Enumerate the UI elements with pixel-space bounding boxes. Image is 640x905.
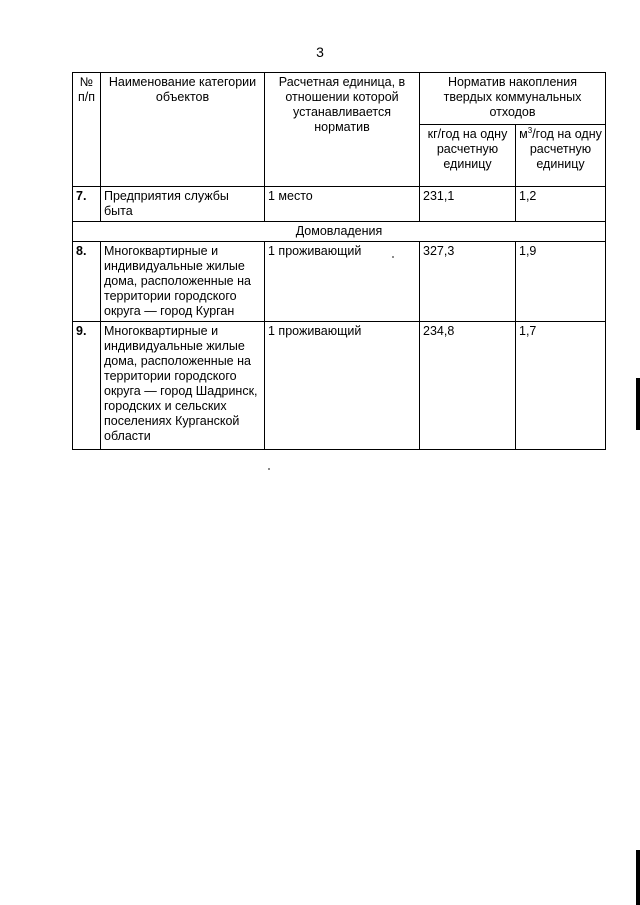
section-row bbox=[73, 222, 606, 242]
header-kg: кг/год на одну расчетную единицу bbox=[420, 125, 516, 187]
scan-speck bbox=[268, 468, 270, 470]
row-m3-value: 1,7 bbox=[516, 322, 606, 450]
row-num: 9. bbox=[73, 322, 101, 450]
scan-edge-mark bbox=[636, 850, 640, 905]
header-m3 bbox=[516, 125, 606, 187]
norms-table bbox=[72, 72, 606, 450]
header-num: № п/п bbox=[73, 73, 101, 187]
header-m3-prefix: м bbox=[519, 127, 528, 141]
row-unit: 1 проживающий bbox=[265, 322, 420, 450]
row-num: 7. bbox=[73, 187, 101, 222]
header-norm: Норматив накопления твердых коммунальных отходов bbox=[420, 73, 606, 125]
row-kg-value: 327,3 bbox=[420, 242, 516, 322]
table-row bbox=[73, 242, 606, 322]
table-row bbox=[73, 322, 606, 450]
header-unit: Расчетная единица, в отношении которой устанавливается норматив bbox=[265, 73, 420, 187]
header-row bbox=[73, 73, 606, 125]
page-number: 3 bbox=[316, 44, 324, 60]
row-category: Многоквартирные и индивидуальные жилые дома, расположенные на территории городского округа — город Шадринск, городских и сельских поселениях Курганской области bbox=[101, 322, 265, 450]
row-kg-value: 231,1 bbox=[420, 187, 516, 222]
row-m3-value: 1,2 bbox=[516, 187, 606, 222]
row-category: Предприятия службы быта bbox=[101, 187, 265, 222]
row-category: Многоквартирные и индивидуальные жилые дома, расположенные на территории городского округа — город Курган bbox=[101, 242, 265, 322]
table-row bbox=[73, 187, 606, 222]
header-m3-sup: 3 bbox=[527, 125, 533, 135]
header-category: Наименование категории объектов bbox=[101, 73, 265, 187]
section-title: Домовладения bbox=[73, 222, 606, 242]
row-unit: 1 проживающий bbox=[265, 242, 420, 322]
scan-edge-mark bbox=[636, 378, 640, 430]
row-num: 8. bbox=[73, 242, 101, 322]
row-m3-value: 1,9 bbox=[516, 242, 606, 322]
scan-speck bbox=[392, 256, 394, 258]
row-kg-value: 234,8 bbox=[420, 322, 516, 450]
header-m3-suffix: /год на одну расчетную единицу bbox=[529, 127, 602, 171]
row-unit: 1 место bbox=[265, 187, 420, 222]
